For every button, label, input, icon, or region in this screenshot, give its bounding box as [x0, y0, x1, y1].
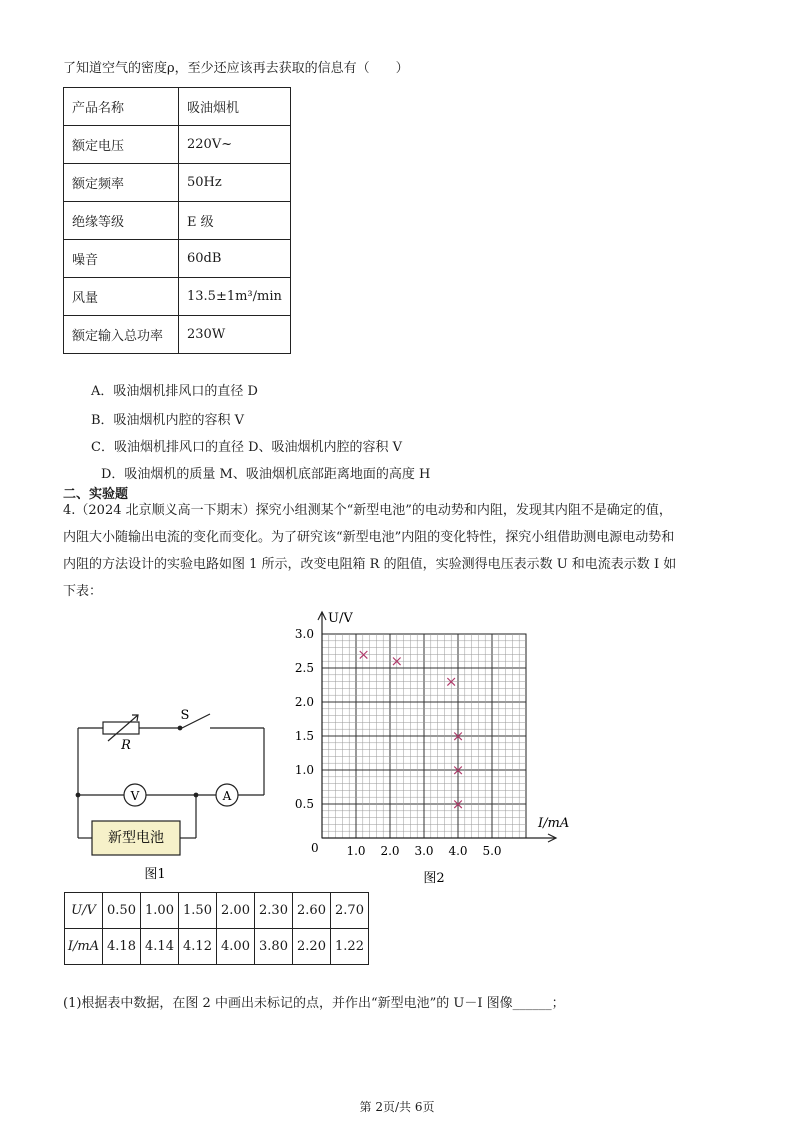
figure2-caption: 图2	[423, 871, 445, 886]
y-axis-label: U/V	[328, 611, 353, 626]
spec-key: 额定频率	[64, 164, 179, 202]
table-cell: 4.14	[141, 929, 179, 965]
table-cell: 0.50	[103, 893, 141, 929]
table-row	[64, 316, 291, 354]
x-tick-label: 4.0	[448, 844, 468, 858]
option-c: C．吸油烟机排风口的直径 D、吸油烟机内腔的容积 V	[91, 440, 403, 455]
spec-key: 风量	[64, 278, 179, 316]
table-row	[64, 126, 291, 164]
table-cell: 2.20	[293, 929, 331, 965]
battery-label: 新型电池	[108, 830, 164, 846]
table-cell: 1.50	[179, 893, 217, 929]
data-point: ×	[451, 727, 465, 745]
table-row	[65, 893, 369, 929]
intro-text: 了知道空气的密度ρ，至少还应该再去获取的信息有（ ）	[63, 61, 409, 76]
ammeter-label: A	[222, 789, 232, 803]
table-cell: 2.30	[255, 893, 293, 929]
spec-value: 吸油烟机	[179, 88, 291, 126]
table-row	[64, 164, 291, 202]
table-cell: 1.00	[141, 893, 179, 929]
y-tick-label: 1.0	[294, 763, 314, 777]
table-cell: 2.00	[217, 893, 255, 929]
y-tick-label: 3.0	[294, 627, 314, 641]
question-line: 下表：	[63, 584, 103, 599]
question-line: 内阻的方法设计的实验电路如图 1 所示，改变电阻箱 R 的阻值，实验测得电压表示数 U 和电流表示数 I 如	[63, 557, 677, 572]
spec-key: 噪音	[64, 240, 179, 278]
option-a: A．吸油烟机排风口的直径 D	[91, 384, 258, 399]
spec-key: 绝缘等级	[64, 202, 179, 240]
page-footer: 第 2页/共 6页	[359, 1100, 435, 1114]
data-table	[64, 892, 369, 965]
y-tick-label: 1.5	[294, 729, 314, 743]
data-point: ×	[444, 672, 458, 691]
spec-value: 220V~	[179, 126, 291, 164]
data-point: ×	[451, 795, 465, 813]
spec-key: 额定电压	[64, 126, 179, 164]
table-row	[64, 88, 291, 126]
switch-label: S	[180, 708, 190, 723]
spec-value: 230W	[179, 316, 291, 354]
y-tick-label: 2.5	[294, 661, 314, 675]
table-row	[64, 202, 291, 240]
table-cell: 1.22	[331, 929, 369, 965]
product-spec-table	[63, 87, 291, 354]
table-row	[65, 929, 369, 965]
spec-key: 产品名称	[64, 88, 179, 126]
data-point: ×	[357, 645, 370, 664]
y-tick-label: 2.0	[294, 695, 314, 709]
x-axis-label: I/mA	[538, 816, 570, 831]
option-d: D．吸油烟机的质量 M、吸油烟机底部距离地面的高度 H	[101, 467, 431, 482]
circuit-diagram	[60, 695, 280, 895]
data-point: ×	[451, 761, 465, 779]
voltmeter-label: V	[130, 789, 140, 803]
row-label: I/mA	[65, 929, 103, 965]
spec-value: 13.5±1m³/min	[179, 278, 291, 316]
question-line: 内阻大小随输出电流的变化而变化。为了研究该“新型电池”内阻的变化特性，探究小组借助测电源电动势和	[63, 530, 675, 545]
section-heading: 二、实验题	[63, 487, 129, 502]
x-tick-label: 3.0	[414, 844, 434, 858]
spec-key: 额定输入总功率	[64, 316, 179, 354]
spec-value: 50Hz	[179, 164, 291, 202]
resistor-icon	[103, 722, 139, 734]
spec-value: 60dB	[179, 240, 291, 278]
table-row	[64, 278, 291, 316]
table-cell: 2.60	[293, 893, 331, 929]
subquestion-text: (1)根据表中数据，在图 2 中画出未标记的点，并作出“新型电池”的 U－I 图像______；	[63, 996, 565, 1011]
resistor-label: R	[121, 738, 131, 753]
table-cell: 4.18	[103, 929, 141, 965]
data-point: ×	[390, 652, 404, 671]
table-cell: 3.80	[255, 929, 293, 965]
x-tick-label: 1.0	[346, 844, 366, 858]
spec-value: E 级	[179, 202, 291, 240]
table-cell: 4.00	[217, 929, 255, 965]
question-line: 4.（2024 北京顺义高一下期末）探究小组测某个“新型电池”的电动势和内阻，发现其内阻不是确定的值，	[63, 503, 672, 518]
row-label: U/V	[65, 893, 103, 929]
table-row	[64, 240, 291, 278]
table-cell: 2.70	[331, 893, 369, 929]
x-tick-label: 2.0	[380, 844, 400, 858]
x-tick-label: 5.0	[482, 844, 502, 858]
ui-graph	[280, 600, 580, 890]
y-tick-label: 0.5	[294, 797, 314, 811]
table-cell: 4.12	[179, 929, 217, 965]
option-b: B．吸油烟机内腔的容积 V	[91, 413, 245, 428]
figure1-caption: 图1	[144, 867, 166, 882]
origin-label: 0	[311, 841, 319, 855]
